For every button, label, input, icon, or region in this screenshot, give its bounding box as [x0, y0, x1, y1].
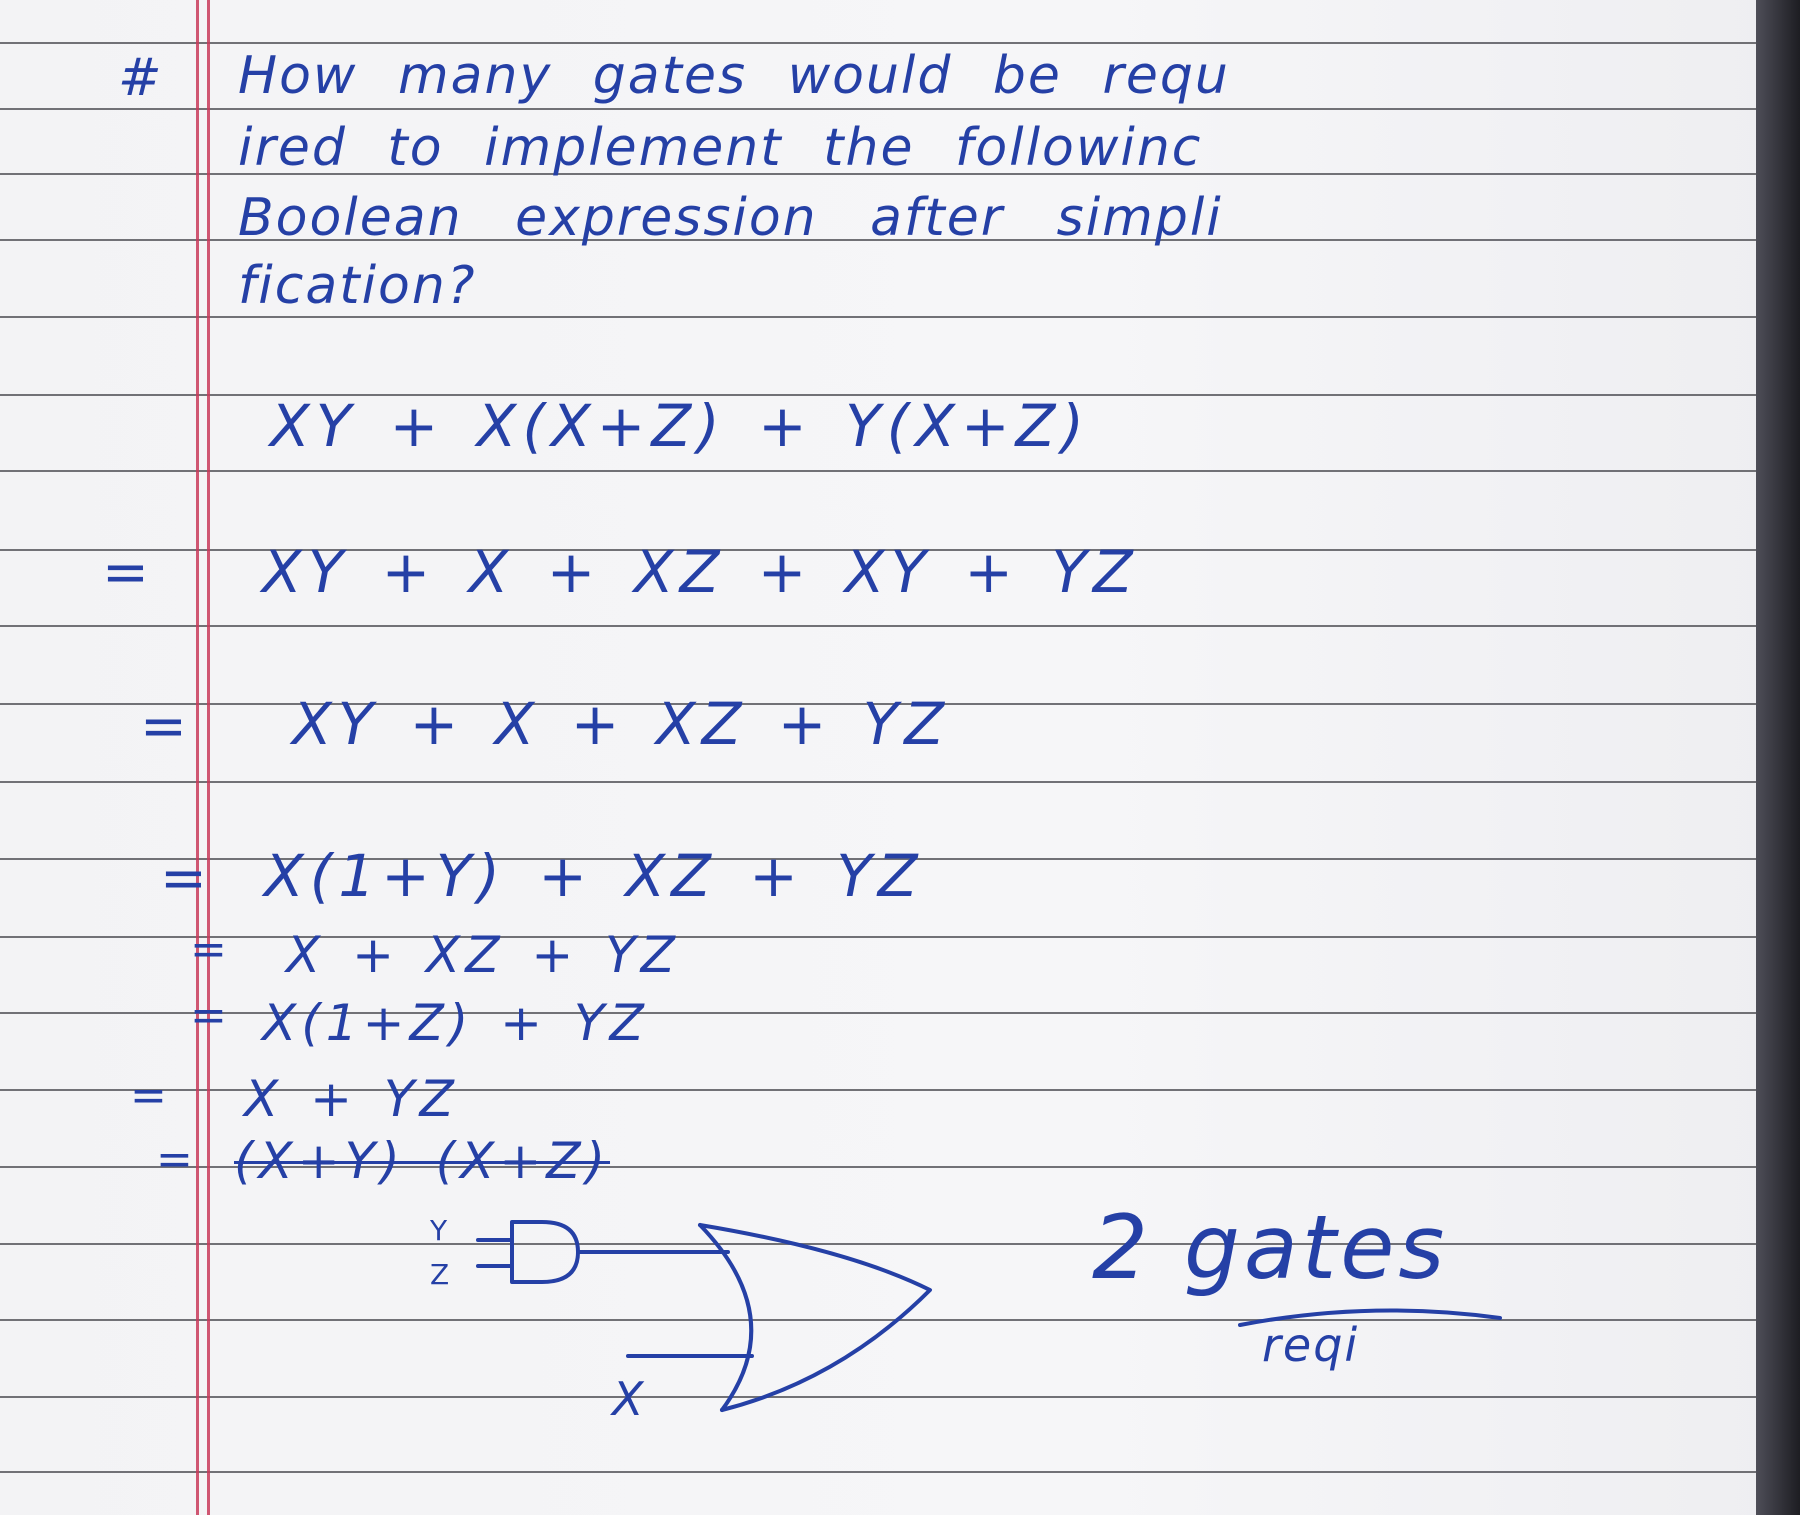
equals-sign: = [102, 540, 151, 605]
equals-sign: = [140, 694, 189, 759]
or-input-label: X [612, 1372, 646, 1426]
and-gate-shape [512, 1222, 578, 1282]
question-line: How many gates would be requ [238, 46, 1230, 106]
equals-sign: = [130, 1070, 169, 1121]
step-expression: XY + X + XZ + XY + YZ [262, 538, 1139, 606]
equals-sign: = [156, 1134, 195, 1185]
equals-sign: = [190, 924, 229, 975]
step-expression: XY + X + XZ + YZ [292, 690, 950, 758]
question-line: ired to implement the followinc [238, 118, 1203, 178]
step-expression: X(1+Z) + YZ [262, 994, 649, 1052]
question-line: Boolean expression after simpli [238, 188, 1223, 248]
step-expression: X(1+Y) + XZ + YZ [264, 842, 924, 910]
original-expression: XY + X(X+Z) + Y(X+Z) [270, 392, 1090, 460]
step-expression: X + XZ + YZ [286, 926, 680, 984]
equals-sign: = [190, 990, 229, 1041]
step-expression: (X+Y) (X+Z) [234, 1132, 611, 1190]
answer-text: 2 gates [1092, 1196, 1449, 1299]
or-gate-shape [700, 1225, 930, 1410]
question-marker: # [118, 48, 164, 108]
and-input-label: Y [430, 1214, 450, 1247]
step-expression: X + YZ [244, 1070, 459, 1128]
and-input-label: Z [430, 1258, 452, 1291]
equals-sign: = [160, 846, 209, 911]
question-line: fication? [238, 256, 477, 316]
answer-subtext: reqi [1262, 1318, 1360, 1372]
